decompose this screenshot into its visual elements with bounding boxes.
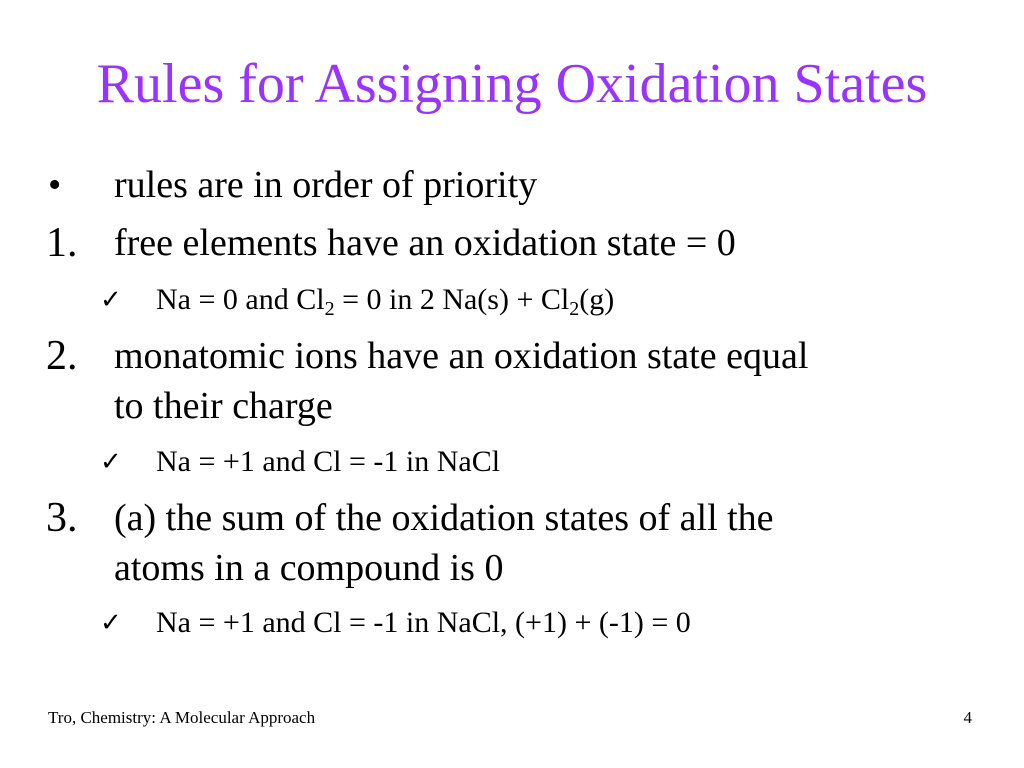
rule-3-example-text: Na = +1 and Cl = -1 in NaCl, (+1) + (-1) = 0 [156,606,691,639]
check-icon: ✓ [100,285,122,315]
check-icon: ✓ [100,608,122,638]
bullet-marker: • [48,164,62,206]
check-icon: ✓ [100,447,122,477]
rule-3-number: 3. [46,495,78,541]
rule-1-number: 1. [46,220,78,266]
rule-1-text: free elements have an oxidation state = 0 [114,222,736,264]
slide-title: Rules for Assigning Oxidation States [96,53,928,115]
rule-2-number: 2. [46,333,78,379]
rule-3-line-1: (a) the sum of the oxidation states of all the [114,497,774,539]
page-number: 4 [963,708,972,727]
rule-2-line-2: to their charge [114,385,333,427]
rule-3-line-2: atoms in a compound is 0 [114,547,504,589]
rule-2-example-text: Na = +1 and Cl = -1 in NaCl [156,445,501,478]
rule-1-example-text: Na = 0 and $Cl_2 = 0$ in 2 $Na(s) + Cl_2(g)$ [156,283,615,320]
rule-2-line-1: monatomic ions have an oxidation state equal [114,335,809,377]
footer-source: Tro, Chemistry: A Molecular Approach [48,708,316,727]
bullet-text: rules are in order of priority [114,164,538,206]
